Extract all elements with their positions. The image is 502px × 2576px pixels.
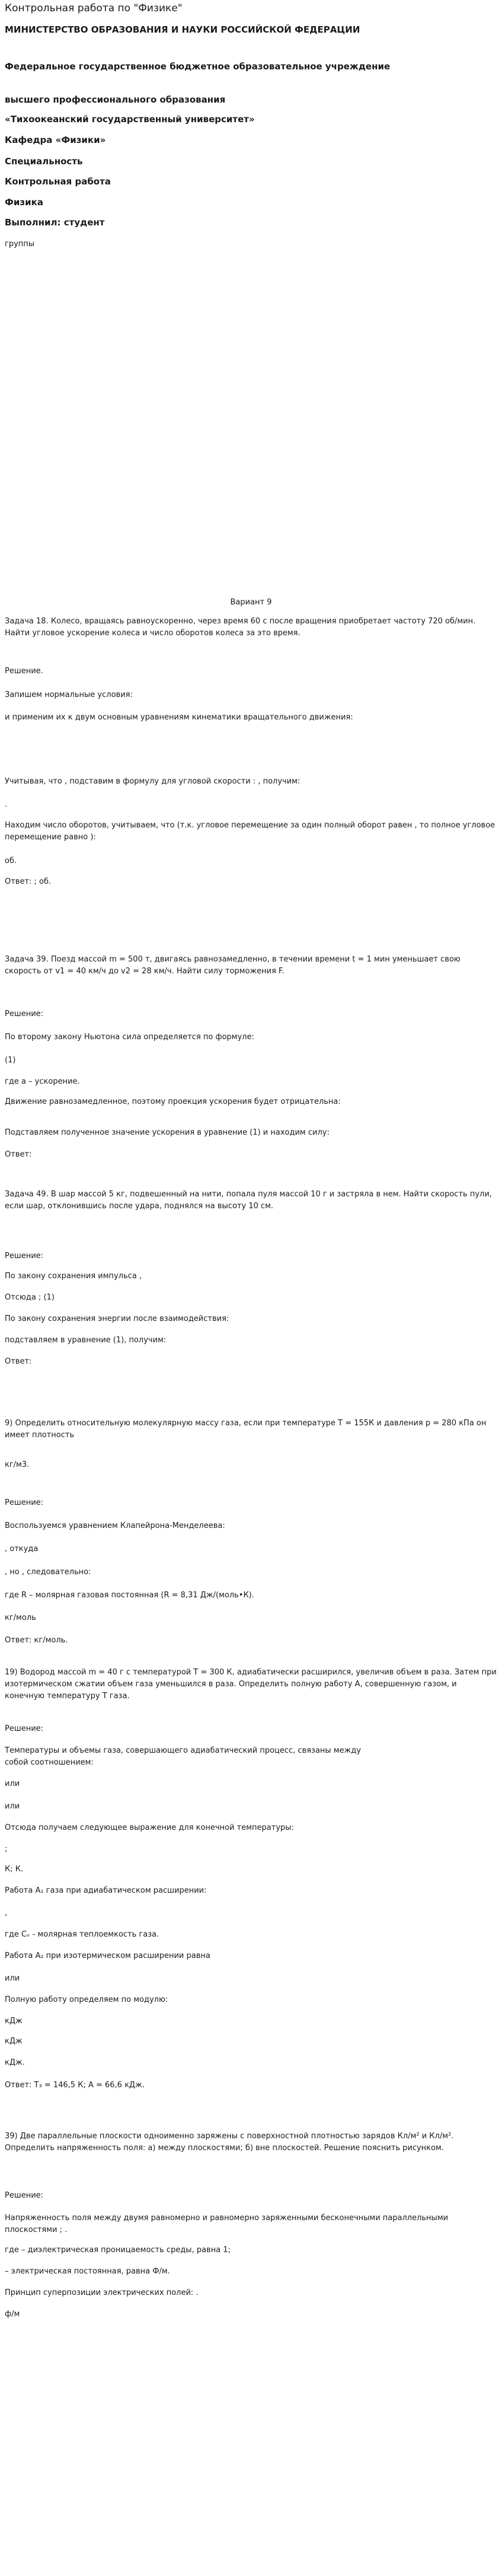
task-19-line: Полную работу определяем по модулю: xyxy=(5,1995,168,2004)
task-39b-line: – электрическая постоянная, равна Ф/м. xyxy=(5,2267,170,2276)
task-19-line: или xyxy=(5,1779,20,1788)
task-9-line: где R – молярная газовая постоянная (R = 8,31 Дж/(моль•К). xyxy=(5,1591,254,1600)
task-39-answer: Ответ: xyxy=(5,1150,32,1159)
task-39-line: (1) xyxy=(5,1056,16,1065)
task-9-line: , откуда xyxy=(5,1545,39,1553)
university-heading: «Тихоокеанский государственный университет» xyxy=(5,114,255,125)
task-19-line: , xyxy=(5,1909,8,1918)
department-heading: Кафедра «Физики» xyxy=(5,135,106,145)
task-39b-text: 39) Две параллельные плоскости одноименно заряжены с поверхностной плотностью зарядов Кл/м² и Кл/м². Определить напряженность поля: а) между плоскостями; б) вне плоскостей. Решение пояснить рисунком. xyxy=(5,2132,454,2152)
task-19-text: 19) Водород массой m = 40 г с температурой Т = 300 К, адиабатически расширился, увеличив объем в раза. Затем при изотермическом сжатии объем газа уменьшился в раза. Определить полную работу А, совершенную газом, и конечную температуру Т газа. xyxy=(5,1668,497,1701)
task-19-line: кДж. xyxy=(5,2058,25,2067)
task-19-line: кДж xyxy=(5,2037,23,2046)
specialty-heading: Специальность xyxy=(5,156,83,167)
task-39b-solution: Решение: xyxy=(5,2191,44,2200)
task-19-line: К; К. xyxy=(5,1865,24,1874)
task-49-answer: Ответ: xyxy=(5,1357,32,1366)
institution-heading-2: высшего профессионального образования xyxy=(5,94,226,105)
task-39-line: Движение равнозамедленное, поэтому проекция ускорения будет отрицательна: xyxy=(5,1097,341,1106)
task-39-solution: Решение: xyxy=(5,1010,44,1018)
task-19-line: Температуры и объемы газа, совершающего адиабатический процесс, связаны между собой соотношением: xyxy=(5,1746,362,1767)
task-9-text: 9) Определить относительную молекулярную массу газа, если при температуре Т = 155К и давления р = 280 кПа он имеет плотность xyxy=(5,1419,487,1440)
task-39-line: Подставляем полученное значение ускорения в уравнение (1) и находим силу: xyxy=(5,1128,330,1137)
task-39-line: По второму закону Ньютона сила определяется по формуле: xyxy=(5,1033,254,1042)
task-18-line: и применим их к двум основным уравнениям кинематики вращательного движения: xyxy=(5,713,353,722)
task-19-line: Отсюда получаем следующее выражение для конечной температуры: xyxy=(5,1823,294,1832)
work-heading: Контрольная работа xyxy=(5,176,111,187)
task-39-text: Задача 39. Поезд массой m = 500 т, двигаясь равнозамедленно, в течении времени t = 1 мин уменьшает свою скорость от v1 = 40 км/ч до v2 = 28 км/ч. Найти силу торможения F. xyxy=(5,955,461,976)
author-heading: Выполнил: студент xyxy=(5,217,105,228)
task-18-line: Находим число оборотов, учитываем, что (т.к. угловое перемещение за один полный оборот равен , то полное угловое перемещение равно ): xyxy=(5,821,495,842)
task-19-line: кДж xyxy=(5,2017,23,2026)
task-18-line: Запишем нормальные условия: xyxy=(5,690,133,699)
task-18-line: . xyxy=(5,800,8,809)
variant-label: Вариант 9 xyxy=(230,598,272,607)
task-9-line: Воспользуемся уравнением Клапейрона-Менделеева: xyxy=(5,1521,225,1530)
document-title: Контрольная работа по "Физике" xyxy=(5,2,183,14)
task-18-line: Учитывая, что , подставим в формулу для угловой скорости : , получим: xyxy=(5,777,300,786)
task-18-answer: Ответ: ; об. xyxy=(5,877,52,886)
task-19-answer: Ответ: T₃ = 146,5 К; А = 66,6 кДж. xyxy=(5,2081,145,2090)
task-39b-line: ф/м xyxy=(5,2310,20,2319)
task-19-line: ; xyxy=(5,1845,8,1854)
task-39b-line: Принцип суперпозиции электрических полей: . xyxy=(5,2288,199,2297)
institution-heading-1: Федеральное государственное бюджетное образовательное учреждение xyxy=(5,61,391,72)
task-9-answer: Ответ: кг/моль. xyxy=(5,1636,68,1645)
task-18-line: об. xyxy=(5,856,17,865)
task-39-line: где a – ускорение. xyxy=(5,1077,80,1086)
task-19-solution: Решение: xyxy=(5,1724,44,1733)
task-9-solution: Решение: xyxy=(5,1498,44,1507)
task-19-line: или xyxy=(5,1974,20,1983)
task-39b-line: Напряженность поля между двумя равномерно и равномерно заряженными бесконечными параллельными плоскостями ; . xyxy=(5,2214,449,2234)
task-49-solution: Решение: xyxy=(5,1252,44,1260)
task-18-solution: Решение. xyxy=(5,667,43,676)
task-49-line: По закону сохранения энергии после взаимодействия: xyxy=(5,1314,229,1323)
task-49-line: По закону сохранения импульса , xyxy=(5,1272,142,1281)
task-39b-line: где – диэлектрическая проницаемость среды, равна 1; xyxy=(5,2246,231,2255)
task-49-line: Отсюда ; (1) xyxy=(5,1293,55,1302)
task-19-line: где Cᵥ - молярная теплоемкость газа. xyxy=(5,1930,159,1939)
group-label: группы xyxy=(5,240,35,249)
task-9-line: , но , следовательно: xyxy=(5,1568,91,1577)
task-49-text: Задача 49. В шар массой 5 кг, подвешенный на нити, попала пуля массой 10 г и застряла в нем. Найти скорость пули, если шар, отклонившись после удара, поднялся на высоту 10 см. xyxy=(5,1190,492,1211)
task-19-line: Работа A₂ при изотермическом расширении равна xyxy=(5,1951,210,1960)
task-19-line: или xyxy=(5,1802,20,1811)
ministry-heading: МИНИСТЕРСТВО ОБРАЗОВАНИЯ И НАУКИ РОССИЙСКОЙ ФЕДЕРАЦИИ xyxy=(5,24,360,35)
task-19-line: Работа A₁ газа при адиабатическом расширении: xyxy=(5,1886,207,1895)
task-9-line: кг/моль xyxy=(5,1613,36,1622)
task-49-line: подставляем в уравнение (1), получим: xyxy=(5,1336,167,1345)
subject-heading: Физика xyxy=(5,197,43,208)
task-18-text: Задача 18. Колесо, вращаясь равноускоренно, через время 60 с после вращения приобретает частоту 720 об/мин. Найти угловое ускорение колеса и число оборотов колеса за это время. xyxy=(5,617,476,638)
task-9-line: кг/м3. xyxy=(5,1460,30,1469)
